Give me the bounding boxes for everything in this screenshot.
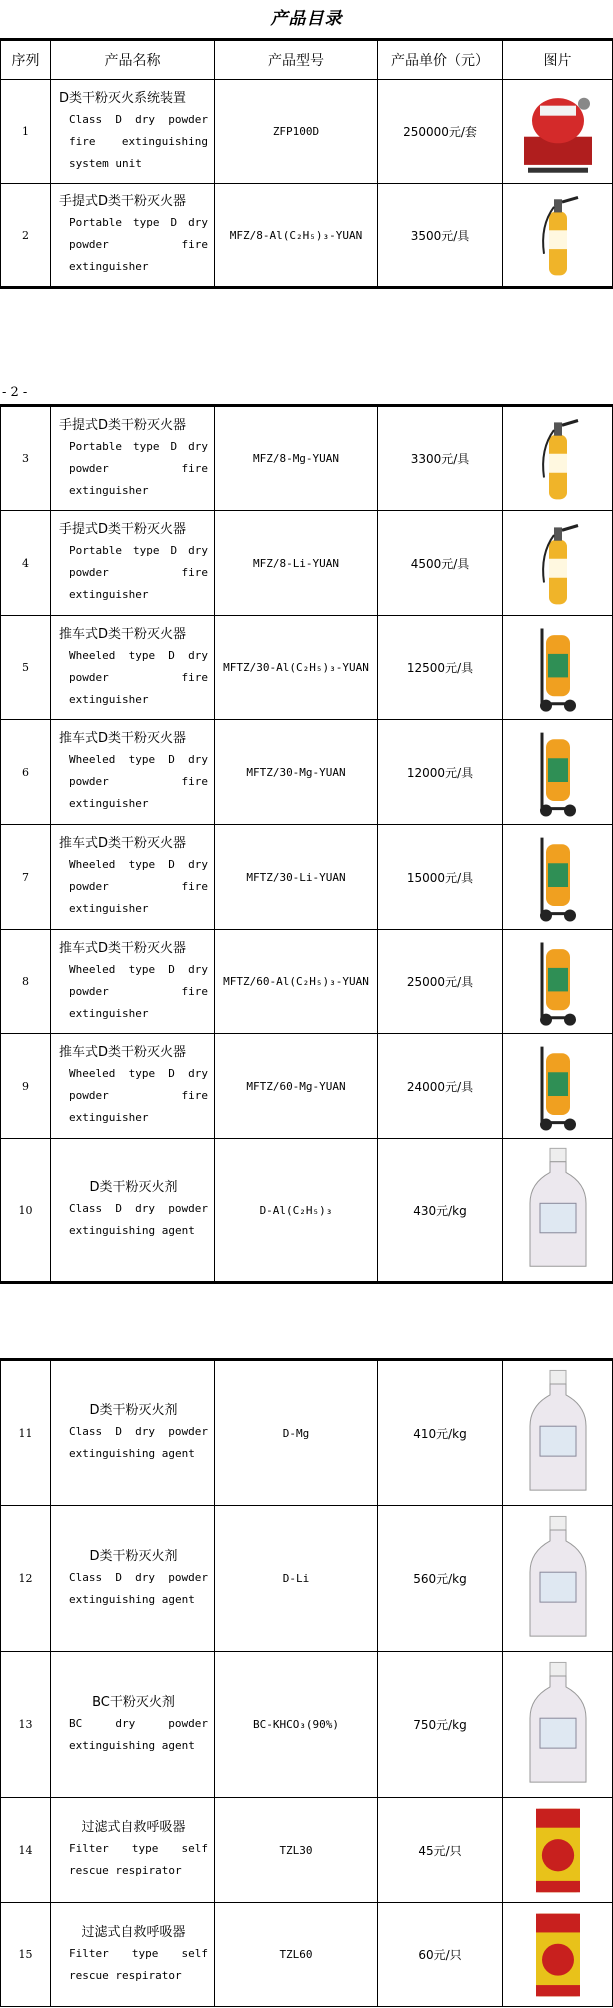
cell-name [51,1652,215,1798]
product-name-en: Wheeled type D dry powder fire extinguisher [69,858,208,915]
cell-image [503,80,613,184]
cell-no: 8 [1,930,51,1034]
cell-price: 24000元/具 [378,1034,503,1139]
respirator-box-icon [518,1803,598,1898]
product-name-en: Class D dry powder extinguishing agent [69,1570,208,1606]
product-name-cn: D类干粉灭火剂 [89,1403,178,1418]
fire-system-unit-icon [518,85,598,179]
agent-bottle-icon [518,1657,598,1793]
cell-name [51,825,215,930]
product-name-cn: D类干粉灭火剂 [89,1180,178,1195]
product-name-cn: 手提式D类干粉灭火器 [59,194,187,209]
cell-price: 12500元/具 [378,616,503,720]
table-row [1,616,613,720]
page-title: 产品目录 [270,9,343,29]
table-row [1,80,613,184]
header-price: 产品单价（元） [378,40,503,80]
product-name-cn: 推车式D类干粉灭火器 [59,626,187,642]
product-name-en: Class D dry powder extinguishing agent [69,1425,208,1460]
product-name-en: Wheeled type D dry powder fire extinguisher [69,648,208,706]
cell-model: D-Al(C₂H₅)₃ [215,1139,378,1283]
cell-no: 12 [1,1506,51,1652]
product-name-cn: 手提式D类干粉灭火器 [59,522,187,537]
cell-image [503,1139,613,1283]
portable-extinguisher-icon [518,188,598,282]
cell-name [51,511,215,616]
cell-image [503,1034,613,1139]
cell-model: MFTZ/30-Al(C₂H₅)₃-YUAN [215,616,378,720]
cell-image [503,1652,613,1798]
agent-bottle-icon [518,1143,598,1277]
table-row [1,825,613,930]
table-header-row [1,40,613,80]
table-row [1,1903,613,2007]
product-name-cn: 推车式D类干粉灭火器 [59,836,187,851]
table-row [1,720,613,825]
wheeled-extinguisher-icon [518,621,598,715]
cell-price: 3300元/具 [378,406,503,511]
product-name-cn: 过滤式自救呼吸器 [81,1820,186,1835]
wheeled-extinguisher-icon [518,830,598,925]
agent-bottle-icon [518,1365,598,1501]
cell-model: MFZ/8-Al(C₂H₅)₃-YUAN [215,184,378,288]
cell-no: 1 [1,80,51,184]
cell-price: 3500元/具 [378,184,503,288]
cell-no: 2 [1,184,51,288]
header-model: 产品型号 [215,40,378,80]
cell-price: 560元/kg [378,1506,503,1652]
cell-model: MFTZ/60-Mg-YUAN [215,1034,378,1139]
cell-name [51,184,215,288]
cell-model: ZFP100D [215,80,378,184]
cell-no: 9 [1,1034,51,1139]
cell-no: 13 [1,1652,51,1798]
respirator-box-icon [518,1908,598,2002]
cell-name [51,80,215,184]
table-row [1,184,613,288]
wheeled-extinguisher-icon [518,725,598,820]
header-no: 序列 [1,40,51,80]
product-name-cn: 推车式D类干粉灭火器 [59,1045,187,1060]
product-name-en: Wheeled type D dry powder fire extinguisher [69,753,208,810]
cell-model: MFZ/8-Mg-YUAN [215,406,378,511]
cell-name [51,1506,215,1652]
product-name-en: Portable type D dry powder fire extinguisher [69,216,208,273]
cell-model: D-Li [215,1506,378,1652]
table-row [1,1506,613,1652]
cell-price: 45元/只 [378,1798,503,1903]
cell-price: 430元/kg [378,1139,503,1283]
cell-name [51,1034,215,1139]
catalog-table-2 [0,404,613,1284]
cell-name [51,1903,215,2007]
table-row [1,1798,613,1903]
cell-model: D-Mg [215,1360,378,1506]
cell-image [503,1798,613,1903]
product-name-cn: BC干粉灭火剂 [92,1694,175,1710]
table-row [1,1034,613,1139]
cell-price: 4500元/具 [378,511,503,616]
cell-price: 15000元/具 [378,825,503,930]
cell-no: 15 [1,1903,51,2007]
product-name-cn: 推车式D类干粉灭火器 [59,940,187,956]
cell-name [51,720,215,825]
portable-extinguisher-icon [518,516,598,611]
product-name-en: Filter type self rescue respirator [69,1842,208,1877]
cell-model: MFTZ/30-Mg-YUAN [215,720,378,825]
table-row [1,1360,613,1506]
cell-no: 11 [1,1360,51,1506]
cell-price: 25000元/具 [378,930,503,1034]
product-name-en: Filter type self rescue respirator [69,1946,208,1982]
cell-image [503,1360,613,1506]
cell-image [503,720,613,825]
cell-no: 5 [1,616,51,720]
catalog-table-1 [0,38,613,289]
cell-name [51,1360,215,1506]
header-name: 产品名称 [51,40,215,80]
cell-image [503,1506,613,1652]
cell-image [503,930,613,1034]
cell-price: 12000元/具 [378,720,503,825]
cell-image [503,511,613,616]
cell-price: 250000元/套 [378,80,503,184]
cell-no: 3 [1,406,51,511]
cell-name [51,930,215,1034]
product-name-en: Wheeled type D dry powder fire extinguisher [69,1067,208,1124]
product-name-en: BC dry powder extinguishing agent [69,1716,208,1752]
cell-image [503,825,613,930]
product-name-cn: D类干粉灭火剂 [89,1548,178,1564]
product-name-cn: D类干粉灭火系统装置 [59,90,187,106]
cell-image [503,616,613,720]
header-image: 图片 [503,40,613,80]
cell-model: MFTZ/60-Al(C₂H₅)₃-YUAN [215,930,378,1034]
cell-image [503,184,613,288]
product-name-cn: 手提式D类干粉灭火器 [59,417,187,433]
cell-no: 4 [1,511,51,616]
agent-bottle-icon [518,1511,598,1647]
page-number: - 2 - [2,385,28,400]
cell-no: 10 [1,1139,51,1283]
cell-no: 14 [1,1798,51,1903]
table-row [1,930,613,1034]
table-row [1,1652,613,1798]
cell-price: 410元/kg [378,1360,503,1506]
table-row [1,511,613,616]
catalog-table-3 [0,1358,613,2007]
product-name-en: Portable type D dry powder fire extinguisher [69,439,208,497]
portable-extinguisher-icon [518,411,598,506]
cell-name [51,406,215,511]
cell-name [51,616,215,720]
cell-price: 60元/只 [378,1903,503,2007]
wheeled-extinguisher-icon [518,935,598,1029]
cell-image [503,1903,613,2007]
cell-model: TZL30 [215,1798,378,1903]
cell-model: TZL60 [215,1903,378,2007]
product-name-cn: 推车式D类干粉灭火器 [59,731,187,746]
product-name-en: Class D dry powder fire extinguishing system unit [69,112,208,170]
cell-no: 6 [1,720,51,825]
cell-price: 750元/kg [378,1652,503,1798]
table-row [1,406,613,511]
cell-image [503,406,613,511]
product-name-cn: 过滤式自救呼吸器 [81,1924,186,1940]
cell-model: BC-KHCO₃(90%) [215,1652,378,1798]
product-name-en: Portable type D dry powder fire extinguisher [69,544,208,601]
cell-name [51,1798,215,1903]
product-name-en: Wheeled type D dry powder fire extinguisher [69,962,208,1020]
cell-name [51,1139,215,1283]
cell-model: MFZ/8-Li-YUAN [215,511,378,616]
table-row [1,1139,613,1283]
cell-model: MFTZ/30-Li-YUAN [215,825,378,930]
wheeled-extinguisher-icon [518,1039,598,1134]
product-name-en: Class D dry powder extinguishing agent [69,1202,208,1237]
cell-no: 7 [1,825,51,930]
